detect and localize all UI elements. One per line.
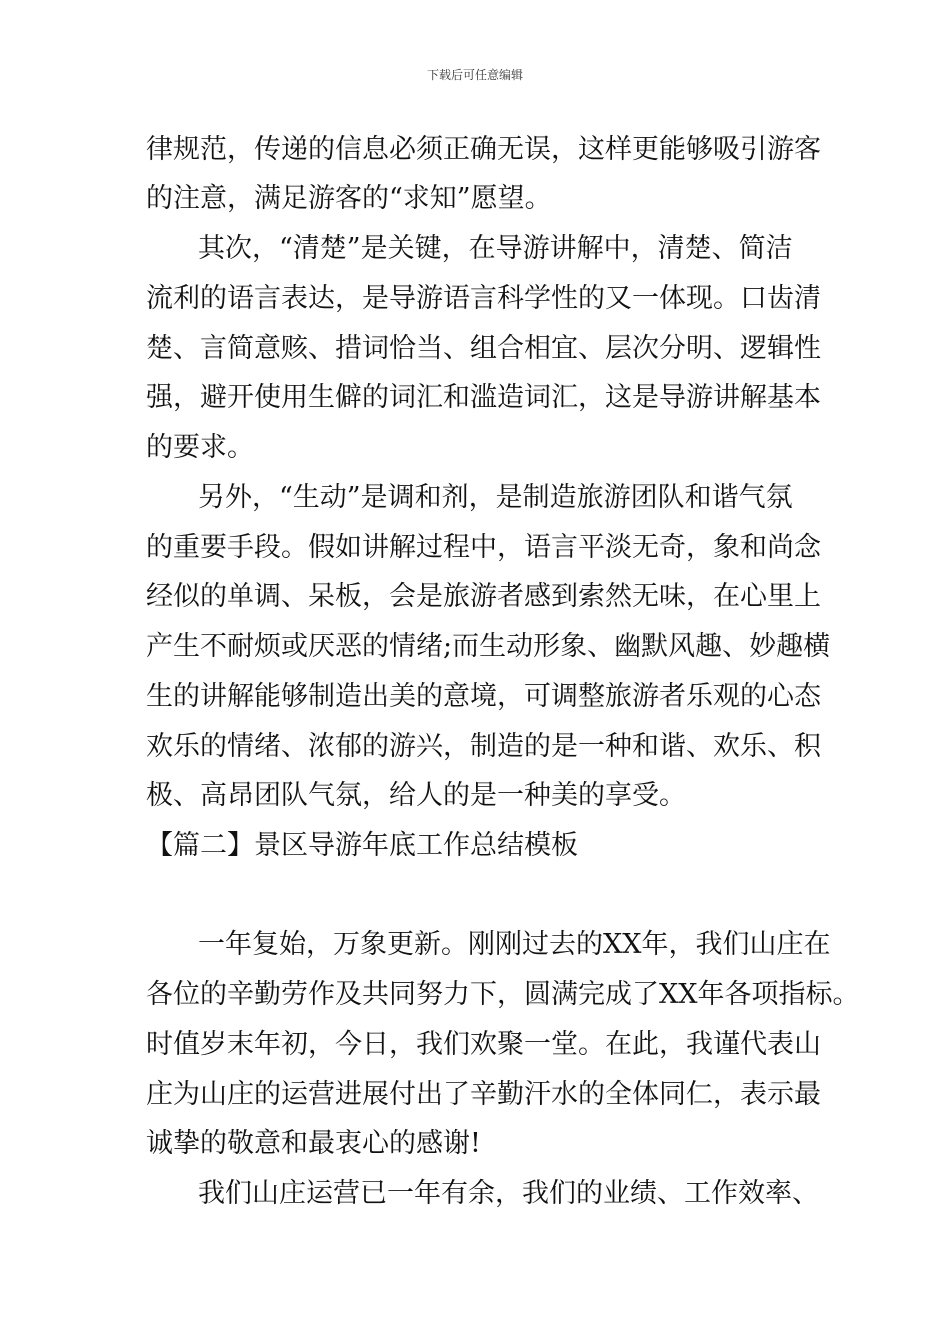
body-line: 产生不耐烦或厌恶的情绪;而生动形象、幽默风趣、妙趣横 bbox=[146, 631, 831, 662]
body-line: 的重要手段。假如讲解过程中，语言平淡无奇，象和尚念 bbox=[146, 532, 821, 563]
body-line: 的注意，满足游客的“求知”愿望。 bbox=[146, 183, 552, 214]
section-heading: 【篇二】景区导游年底工作总结模板 bbox=[146, 830, 578, 861]
body-line: 的要求。 bbox=[146, 432, 254, 463]
body-line: 各位的辛勤劳作及共同努力下，圆满完成了XX年各项指标。 bbox=[146, 979, 860, 1010]
paragraph-start-line: 我们山庄运营已一年有余，我们的业绩、工作效率、 bbox=[198, 1178, 819, 1209]
body-line: 生的讲解能够制造出美的意境，可调整旅游者乐观的心态 bbox=[146, 681, 821, 712]
paragraph-start-line: 另外，“生动”是调和剂，是制造旅游团队和谐气氛 bbox=[198, 482, 793, 513]
body-line: 经似的单调、呆板，会是旅游者感到索然无味，在心里上 bbox=[146, 581, 821, 612]
body-line: 楚、言简意赅、措词恰当、组合相宜、层次分明、逻辑性 bbox=[146, 333, 821, 364]
paragraph-start-line: 一年复始，万象更新。刚刚过去的XX年，我们山庄在 bbox=[198, 929, 831, 960]
body-line: 律规范，传递的信息必须正确无误，这样更能够吸引游客 bbox=[146, 134, 821, 165]
paragraph-start-line: 其次，“清楚”是关键，在导游讲解中，清楚、简洁 bbox=[198, 233, 793, 264]
body-line: 时值岁末年初，今日，我们欢聚一堂。在此，我谨代表山 bbox=[146, 1029, 821, 1060]
header-note: 下载后可任意编辑 bbox=[426, 68, 523, 82]
body-line: 强，避开使用生僻的词汇和滥造词汇，这是导游讲解基本 bbox=[146, 382, 821, 413]
body-line: 流利的语言表达，是导游语言科学性的又一体现。口齿清 bbox=[146, 283, 821, 314]
body-line: 庄为山庄的运营进展付出了辛勤汗水的全体同仁，表示最 bbox=[146, 1079, 821, 1110]
body-line: 极、高昂团队气氛，给人的是一种美的享受。 bbox=[146, 780, 686, 811]
body-line: 诚挚的敬意和最衷心的感谢! bbox=[146, 1128, 481, 1159]
body-line: 欢乐的情绪、浓郁的游兴，制造的是一种和谐、欢乐、积 bbox=[146, 731, 821, 762]
